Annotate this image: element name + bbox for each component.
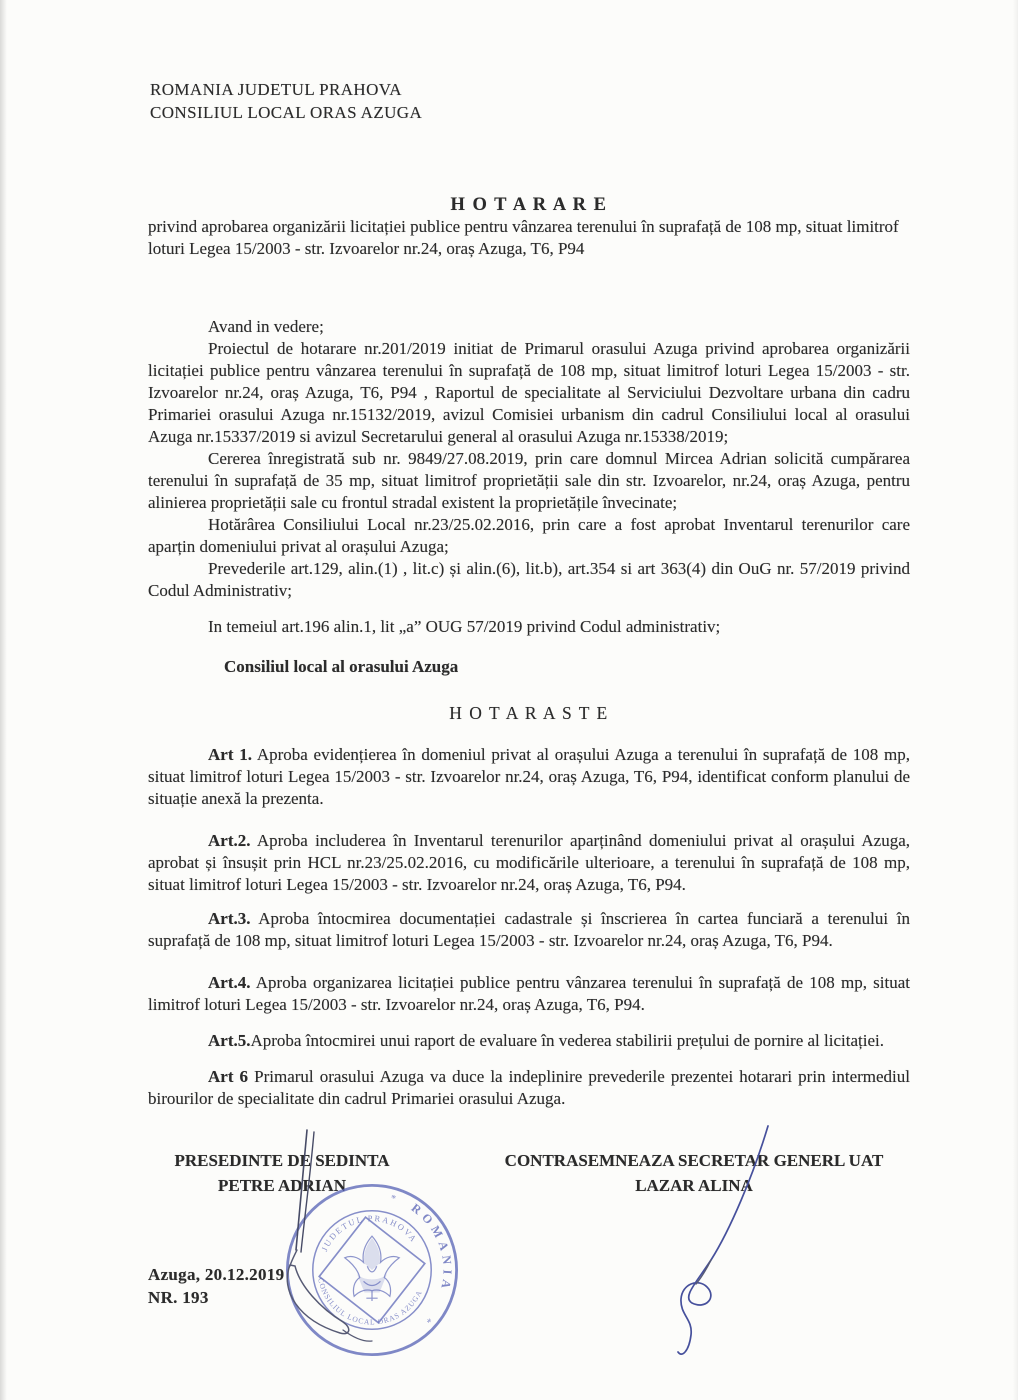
stamp-star-top: * (388, 1193, 397, 1206)
article-3-text: Aproba întocmirea documentației cadastrale și înscrierea în cartea funciară a terenului în suprafață de 108 mp, situat limitrof loturi Legea 15/2003 - str. Izvoarelor nr.24, oraș Azuga, T6, P94. (148, 909, 910, 950)
preamble-intro: Avand in vedere; (208, 317, 324, 336)
document-title: H O T A R A R E (450, 195, 608, 215)
article-6-label: Art 6 (208, 1067, 249, 1086)
article-6-text: Primarul orasului Azuga va duce la indeplinire prevederile prezentei hotarari prin intermediul birourilor de specialitate din cadrul Primariei orasului Azuga. (148, 1067, 911, 1108)
article-3 (148, 908, 910, 952)
issued-number: NR. 193 (148, 1288, 209, 1307)
stamp-star-bottom: * (421, 1313, 434, 1325)
preamble-paragraph: Prevederile art.129, alin.(1) , lit.c) și alin.(6), lit.b), art.354 si art 363(4) din OuG nr. 57/2019 privind Codul Administrativ; (148, 559, 910, 600)
article-1 (148, 744, 910, 810)
article-3-label: Art.3. (208, 909, 251, 928)
president-name: PETRE ADRIAN (218, 1176, 346, 1195)
stamp-council-text: CONSILIUL LOCAL ORAS AZUGA (316, 1277, 424, 1327)
preamble-paragraph: Cererea înregistrată sub nr. 9849/27.08.2019, prin care domnul Mircea Adrian solicită cumpărarea terenului în suprafață de 35 mp, situat limitrof proprietății sale din str. Izvoarelor, nr.24, oraș Azuga, pentru alinierea proprietății sale cu frontul stradal existent la proprietățile învecinate; (148, 449, 910, 512)
preamble-paragraph: Proiectul de hotarare nr.201/2019 initiat de Primarul orasului Azuga privind aprobarea organizării licitației publice pentru vânzarea terenului în suprafață de 108 mp, situat limitrof loturi Legea 15/2003 - str. Izvoarelor nr.24, oraș Azuga, T6, P94 , Raportul de specialitate al Serviciului Dezvoltare urbana din cadru Primariei orasului Azuga nr.15132/2019, avizul Comisiei urbanism din cadrul Consiliului local al orasului Azuga nr.15337/2019 si avizul Secretarului general al orasului Azuga nr.15338/2019; (148, 339, 910, 446)
stamp-country-text: ROMANIA (408, 1200, 455, 1295)
article-2-text: Aproba includerea în Inventarul terenurilor aparținând domeniului privat al orașului Azuga, aprobat și însușit prin HCL nr.23/25.02.2016, cu modificările ulterioare, a terenului în suprafață de 108 mp, situat limitrof loturi Legea 15/2003 - str. Izvoarelor nr.24, oraș Azuga, T6, P94. (148, 831, 910, 894)
letterhead-line2: CONSILIUL LOCAL ORAS AZUGA (150, 103, 423, 122)
document-body (148, 194, 910, 1198)
article-1-text: Aproba evidențierea în domeniul privat al orașului Azuga a terenului în suprafață de 108 mp, situat limitrof loturi Legea 15/2003 - str. Izvoarelor nr.24, oraș Azuga, T6, P94, identificat conform planului de situație anexă la prezenta. (148, 745, 911, 808)
article-4-label: Art.4. (208, 973, 251, 992)
president-title: PRESEDINTE DE SEDINTA (174, 1151, 390, 1170)
document-subtitle: privind aprobarea organizării licitației publice pentru vânzarea terenului în suprafață de 108 mp, situat limitrof loturi Legea 15/2003 - str. Izvoarelor nr.24, oraș Azuga, T6, P94 (148, 217, 899, 258)
letterhead-line1: ROMANIA JUDETUL PRAHOVA (150, 80, 402, 99)
stamp-county-text: JUDETUL PRAHOVA (319, 1213, 420, 1253)
council-line: Consiliul local al orasului Azuga (224, 657, 459, 676)
article-4-text: Aproba organizarea licitației publice pentru vânzarea terenului în suprafață de 108 mp, situat limitrof loturi Legea 15/2003 - str. Izvoarelor nr.24, oraș Azuga, T6, P94. (148, 973, 910, 1014)
decree-word: H O T A R A S T E (449, 703, 609, 723)
handwritten-signatures (140, 1100, 940, 1370)
article-1-label: Art 1. (208, 745, 252, 764)
signature-ink-left (287, 1130, 372, 1341)
letterhead (150, 78, 422, 124)
signature-ink-right (678, 1126, 768, 1354)
article-4 (148, 972, 910, 1016)
article-2-label: Art.2. (208, 831, 251, 850)
issued-place-date: Azuga, 20.12.2019 (148, 1265, 285, 1284)
secretary-name: LAZAR ALINA (635, 1176, 753, 1195)
secretary-title: CONTRASEMNEAZA SECRETAR GENERL UAT (504, 1151, 884, 1170)
article-5-text: Aproba întocmirei unui raport de evaluare în vederea stabilirii prețului de pornire al licitației. (250, 1031, 884, 1050)
article-5 (148, 1030, 910, 1052)
legal-basis: In temeiul art.196 alin.1, lit „a” OUG 57/2019 privind Codul administrativ; (208, 617, 721, 636)
preamble-paragraph: Hotărârea Consiliului Local nr.23/25.02.2016, prin care a fost aprobat Inventarul terenurilor care aparțin domeniului privat al orașului Azuga; (148, 515, 910, 556)
article-5-label: Art.5. (208, 1031, 251, 1050)
article-2 (148, 830, 910, 896)
